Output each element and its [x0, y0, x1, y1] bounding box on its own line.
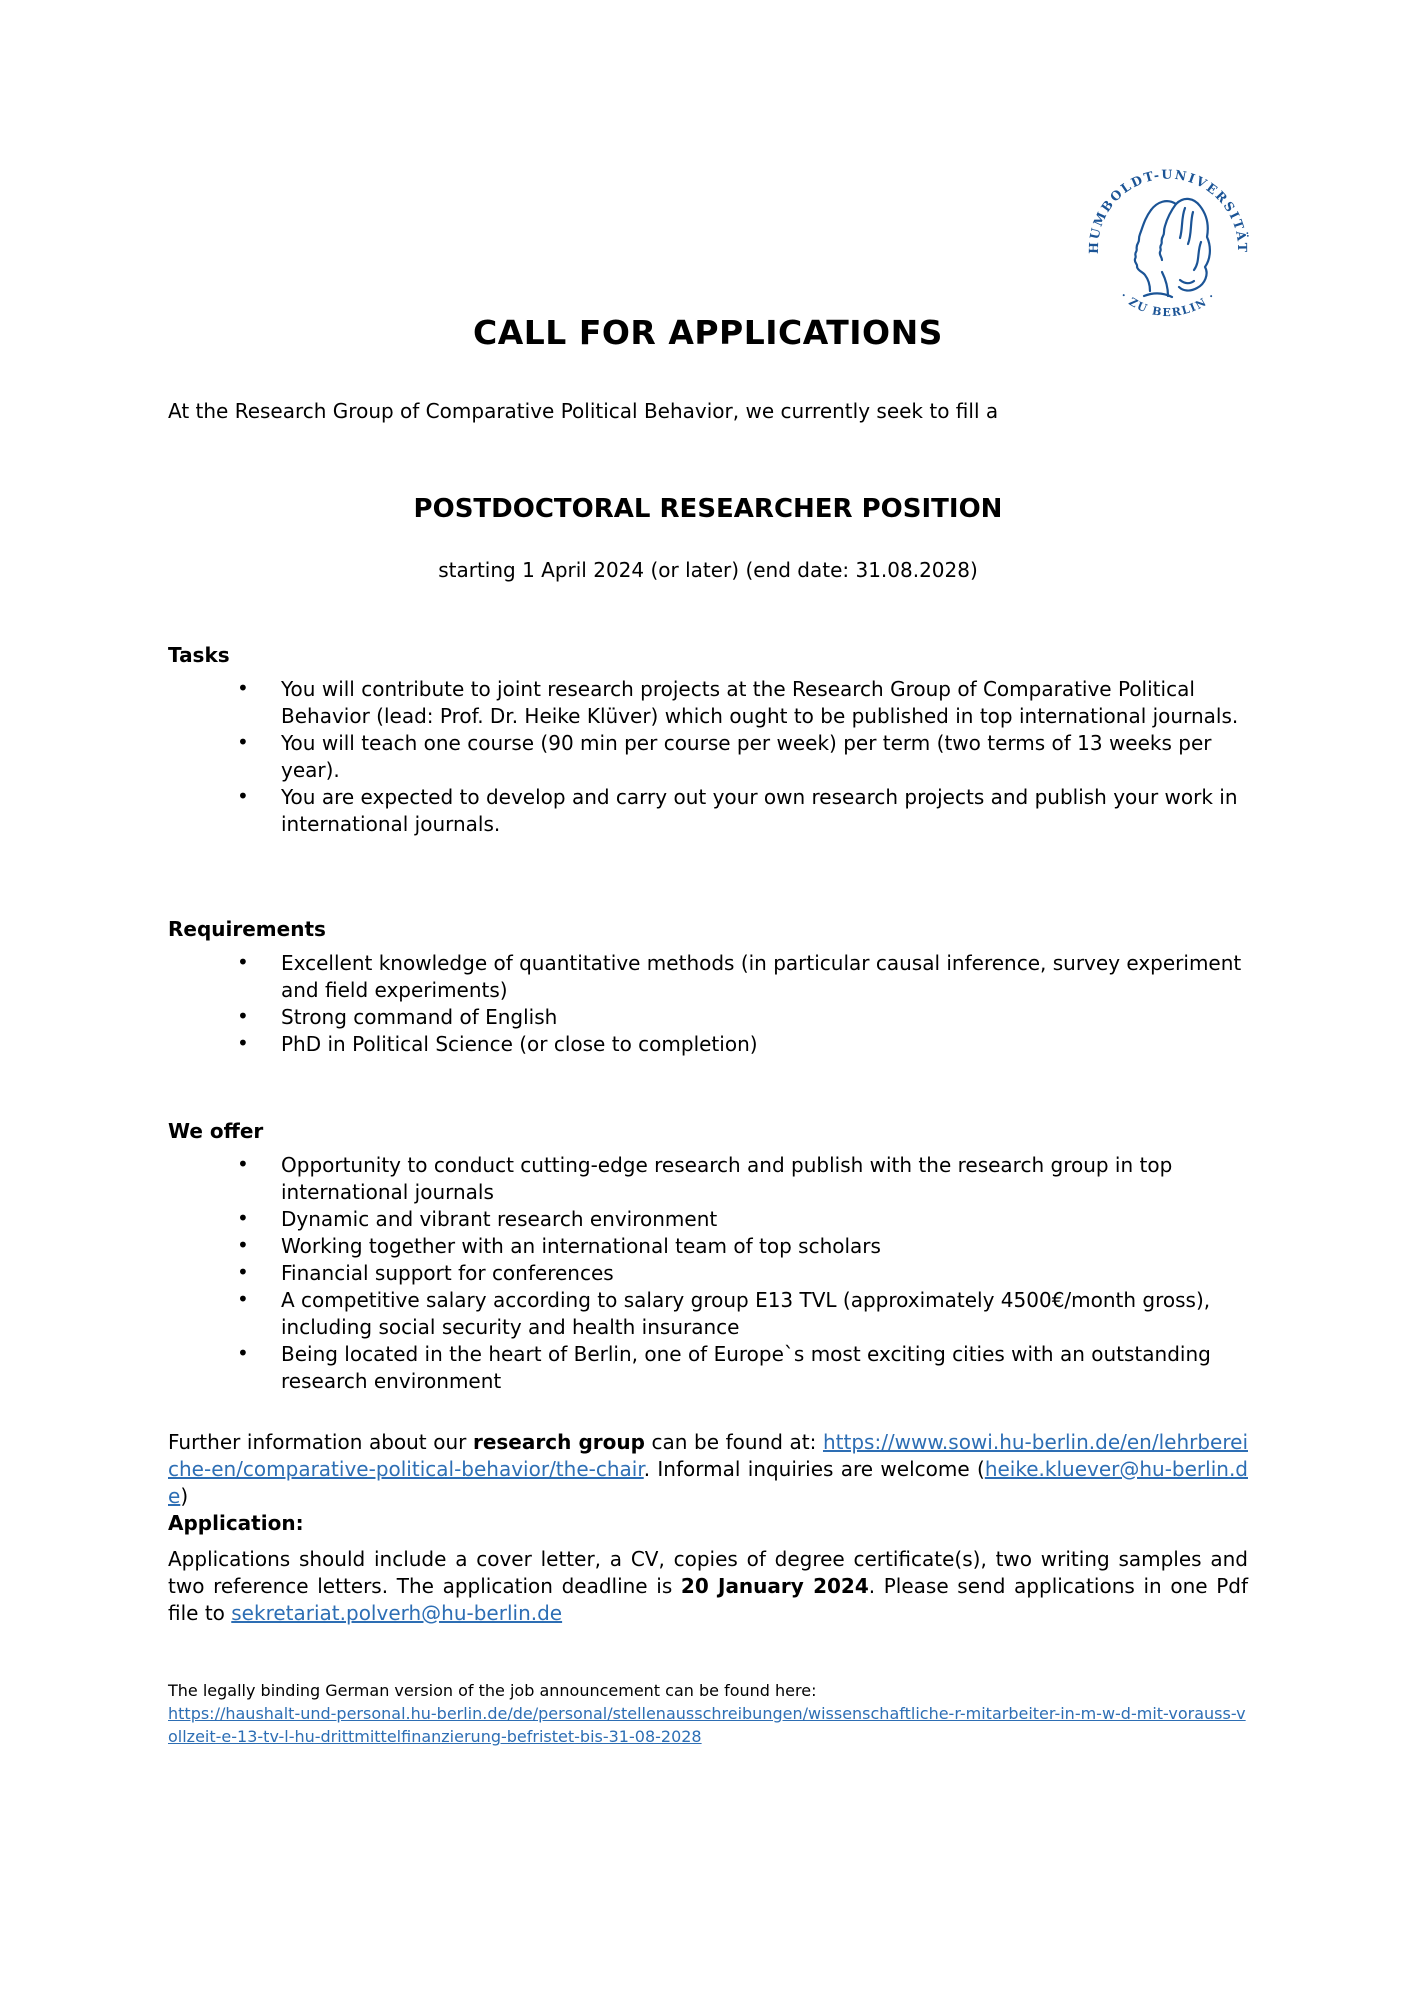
list-item: • A competitive salary according to salary group E13 TVL (approximately 4500€/month gross), including social security and health insurance	[168, 1287, 1248, 1341]
section-heading-we-offer: We offer	[168, 1119, 264, 1143]
seal-top-text: HUMBOLDT-UNIVERSITÄT	[1086, 166, 1250, 255]
section-heading-tasks: Tasks	[168, 643, 230, 667]
list-item: • Dynamic and vibrant research environment	[168, 1206, 1248, 1233]
list-item: • Strong command of English	[168, 1004, 1248, 1031]
intro-text: At the Research Group of Comparative Political Behavior, we currently seek to fill a	[168, 399, 999, 423]
section-we-offer	[168, 1118, 1248, 1395]
position-title: POSTDOCTORAL RESEARCHER POSITION	[413, 494, 1003, 524]
list-item: • You will contribute to joint research projects at the Research Group of Comparative Political Behavior (lead: Prof. Dr. Heike Klüver) which ought to be published in top international journals.	[168, 676, 1248, 730]
further-info-text: can be found at:	[644, 1430, 823, 1454]
document-body	[168, 0, 1248, 1748]
list-item: • PhD in Political Science (or close to completion)	[168, 1031, 1248, 1058]
section-tasks	[168, 642, 1248, 838]
application-text: . Please send applications in one Pdf file to	[168, 1574, 1248, 1625]
further-info-text: . Informal inquiries are welcome (	[643, 1457, 985, 1481]
application-email-link[interactable]: sekretariat.polverh@hu-berlin.de	[231, 1601, 563, 1625]
application-paragraph	[168, 1546, 1248, 1627]
footer	[168, 1679, 1248, 1748]
document-title: CALL FOR APPLICATIONS	[473, 313, 943, 352]
list-item: • Excellent knowledge of quantitative methods (in particular causal inference, survey experiment and field experiments)	[168, 950, 1248, 1004]
list-item: • Being located in the heart of Berlin, one of Europe`s most exciting cities with an outstanding research environment	[168, 1341, 1248, 1395]
list-item: • Working together with an international team of top scholars	[168, 1233, 1248, 1260]
seal-bottom-text: · ZU BERLIN ·	[1117, 289, 1219, 320]
further-info-paragraph	[168, 1429, 1248, 1510]
list-item: • You are expected to develop and carry out your own research projects and publish your work in international journals.	[168, 784, 1248, 838]
inquiry-email-link[interactable]: heike.kluever@hu-berlin.de	[168, 1457, 1248, 1508]
section-heading-application: Application:	[168, 1511, 304, 1535]
we-offer-list	[168, 1152, 1248, 1395]
section-heading-requirements: Requirements	[168, 917, 326, 941]
further-info-text: Further information about our	[168, 1430, 473, 1454]
list-item: • Opportunity to conduct cutting-edge research and publish with the research group in top international journals	[168, 1152, 1248, 1206]
tasks-list	[168, 676, 1248, 838]
requirements-list	[168, 950, 1248, 1058]
research-group-bold: research group	[472, 1430, 645, 1454]
list-item: • Financial support for conferences	[168, 1260, 1248, 1287]
research-group-link[interactable]: https://www.sowi.hu-berlin.de/en/lehrbereiche-en/comparative-political-behavior/the-chair	[168, 1430, 1248, 1481]
list-item: • You will teach one course (90 min per course per week) per term (two terms of 13 weeks per year).	[168, 730, 1248, 784]
german-version-link[interactable]: https://haushalt-und-personal.hu-berlin.de/de/personal/stellenausschreibungen/wissenschaftliche-r-mitarbeiter-in-m-w-d-mit-vorauss-vollzeit-e-13-tv-l-hu-drittmittelfinanzierung-befristet-bis-31-08-2028	[168, 1704, 1246, 1746]
application-text: Applications should include a cover letter, a CV, copies of degree certificate(s), two writing samples and two reference letters. The application deadline is	[168, 1547, 1248, 1598]
position-dates: starting 1 April 2024 (or later) (end date: 31.08.2028)	[438, 558, 978, 582]
further-info-text: )	[180, 1484, 189, 1508]
footer-note: The legally binding German version of the job announcement can be found here:	[168, 1681, 817, 1700]
deadline-bold: 20 January 2024	[680, 1574, 869, 1598]
section-requirements	[168, 916, 1248, 1058]
